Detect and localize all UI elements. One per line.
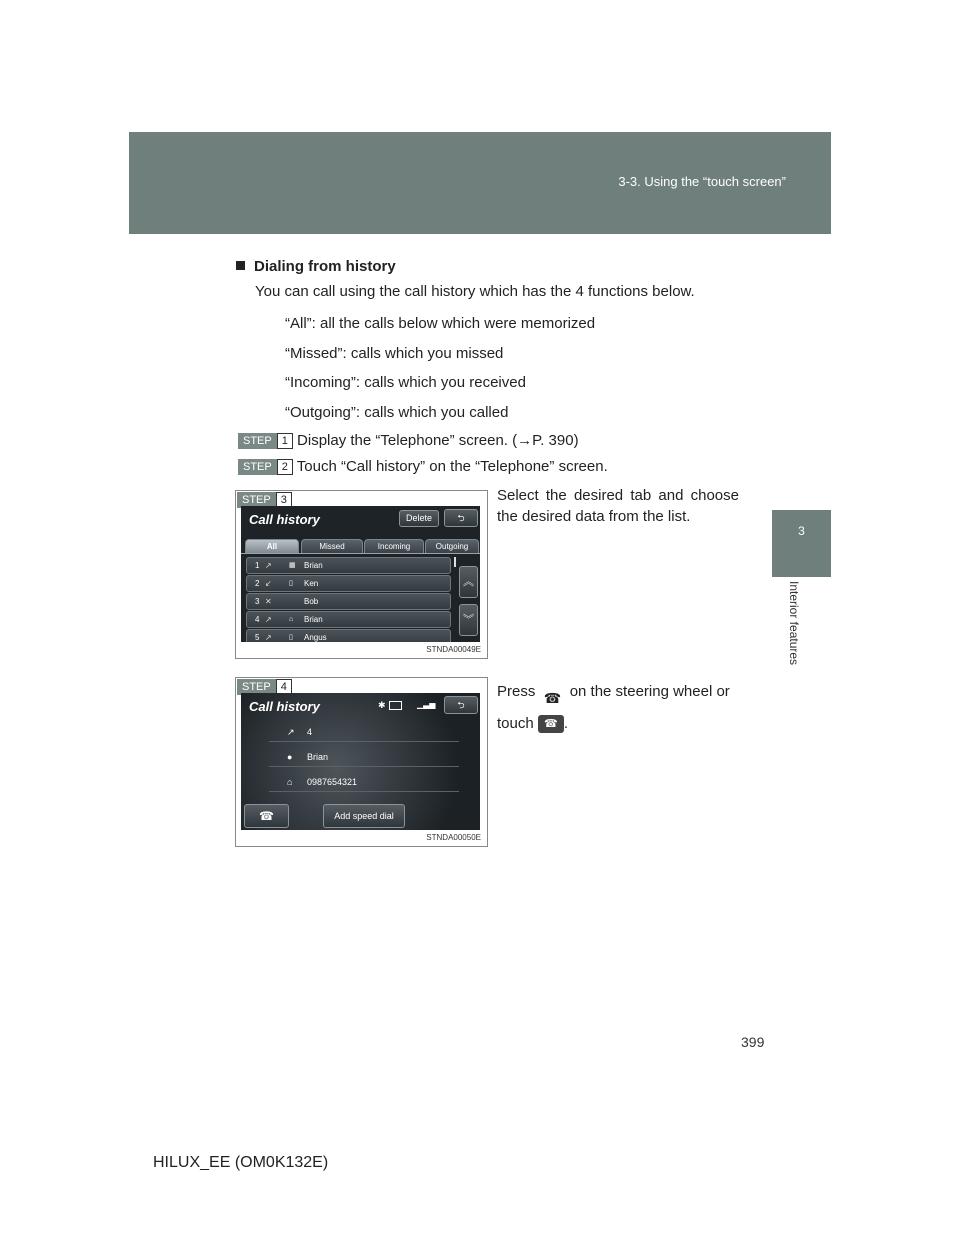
dial-button[interactable] [244, 804, 289, 828]
outgoing-call-icon: ↗ [265, 561, 272, 570]
call-direction-row: ↗ 4 [269, 723, 459, 742]
square-bullet-icon [236, 261, 245, 270]
missed-call-icon: ✕ [265, 597, 272, 606]
step-4-text-middle: on the steering wheel or touch [497, 683, 730, 732]
tab-missed[interactable]: Missed [301, 539, 363, 554]
mobile-phone-icon: ▯ [289, 634, 293, 641]
function-item: “Outgoing”: calls which you called [285, 404, 509, 421]
chapter-tab [772, 510, 831, 577]
step-badge: STEP 1 [238, 433, 293, 449]
delete-button[interactable]: Delete [399, 510, 439, 527]
back-arrow-icon: ⮌ [457, 700, 465, 710]
chapter-number: 3 [798, 524, 805, 538]
steering-phone-icon: ☎ [543, 690, 562, 707]
step-text: Display the “Telephone” screen. (→P. 390) [297, 432, 579, 449]
tab-divider [241, 553, 480, 554]
list-item[interactable]: 5 ↗ ▯ Angus [246, 629, 451, 642]
bluetooth-icon: ✱ [378, 700, 386, 710]
back-button[interactable] [444, 509, 478, 527]
add-speed-dial-button[interactable]: Add speed dial [323, 804, 405, 828]
model-code: HILUX_EE (OM0K132E) [153, 1154, 329, 1171]
section-title: 3-3. Using the “touch screen” [618, 174, 786, 189]
list-item[interactable]: 4 ↗ ⌂ Brian [246, 611, 451, 628]
chapter-label: Interior features [787, 581, 801, 666]
step-1 [238, 432, 579, 449]
signal-icon: ▁▃▅ [417, 700, 436, 709]
home-phone-icon: ⌂ [289, 616, 294, 623]
step-4-text-after: . [563, 715, 569, 732]
section-header [129, 132, 831, 234]
function-item: “Missed”: calls which you missed [285, 345, 504, 362]
battery-icon [389, 701, 402, 710]
function-item: “All”: all the calls below which were memorized [285, 315, 596, 332]
double-chevron-down-icon: ︾ [463, 614, 474, 626]
step-4-text [497, 676, 739, 740]
step-text: Touch “Call history” on the “Telephone” screen. [296, 458, 608, 475]
page-number: 399 [741, 1034, 765, 1050]
back-arrow-icon: ⮌ [457, 513, 465, 523]
phone-number-row: ⌂ 0987654321 [269, 773, 459, 792]
figure-call-history-detail [235, 677, 488, 847]
outgoing-call-icon: ↗ [265, 633, 272, 642]
scroll-indicator [454, 557, 456, 567]
tab-incoming[interactable]: Incoming [364, 539, 424, 554]
touch-screen [241, 506, 480, 642]
step-badge: STEP 4 [237, 679, 292, 695]
figure-call-history-list [235, 490, 488, 659]
step-2 [238, 458, 608, 475]
scroll-down-button[interactable] [459, 604, 478, 636]
phone-icon: ☎ [259, 809, 274, 823]
section-heading [236, 258, 396, 275]
heading-text: Dialing from history [254, 258, 396, 275]
home-phone-icon: ▦ [289, 562, 296, 569]
home-phone-icon: ⌂ [287, 777, 293, 787]
figure-code: STNDA00049E [426, 645, 481, 654]
contact-name-row: ● Brian [269, 748, 459, 767]
step-3-text: Select the desired tab and choose the desired data from the list. [497, 487, 739, 525]
function-item: “Incoming”: calls which you received [285, 374, 526, 391]
tab-all[interactable]: All [245, 539, 299, 554]
scroll-up-button[interactable] [459, 566, 478, 598]
step-4-text-before: Press [497, 683, 536, 700]
intro-text: You can call using the call history which has the 4 functions below. [255, 283, 695, 300]
dial-button-icon: ☎ [538, 715, 564, 733]
tab-outgoing[interactable]: Outgoing [425, 539, 479, 554]
screen-title: Call history [249, 512, 320, 527]
back-button[interactable] [444, 696, 478, 714]
touch-screen [241, 693, 480, 830]
step-badge: STEP 3 [237, 492, 292, 508]
step-badge: STEP 2 [238, 459, 293, 475]
figure-code: STNDA00050E [426, 833, 481, 842]
outgoing-call-icon: ↗ [287, 727, 295, 737]
list-item[interactable]: 3 ✕ Bob [246, 593, 451, 610]
screen-title: Call history [249, 699, 320, 714]
outgoing-call-icon: ↗ [265, 615, 272, 624]
chapter-label-wrap [775, 581, 801, 696]
list-item[interactable]: 2 ↙ ▯ Ken [246, 575, 451, 592]
person-icon: ● [287, 752, 293, 762]
list-item[interactable]: 1 ↗ ▦ Brian [246, 557, 451, 574]
double-chevron-up-icon: ︽ [463, 576, 474, 588]
mobile-phone-icon: ▯ [289, 580, 293, 587]
incoming-call-icon: ↙ [265, 579, 272, 588]
